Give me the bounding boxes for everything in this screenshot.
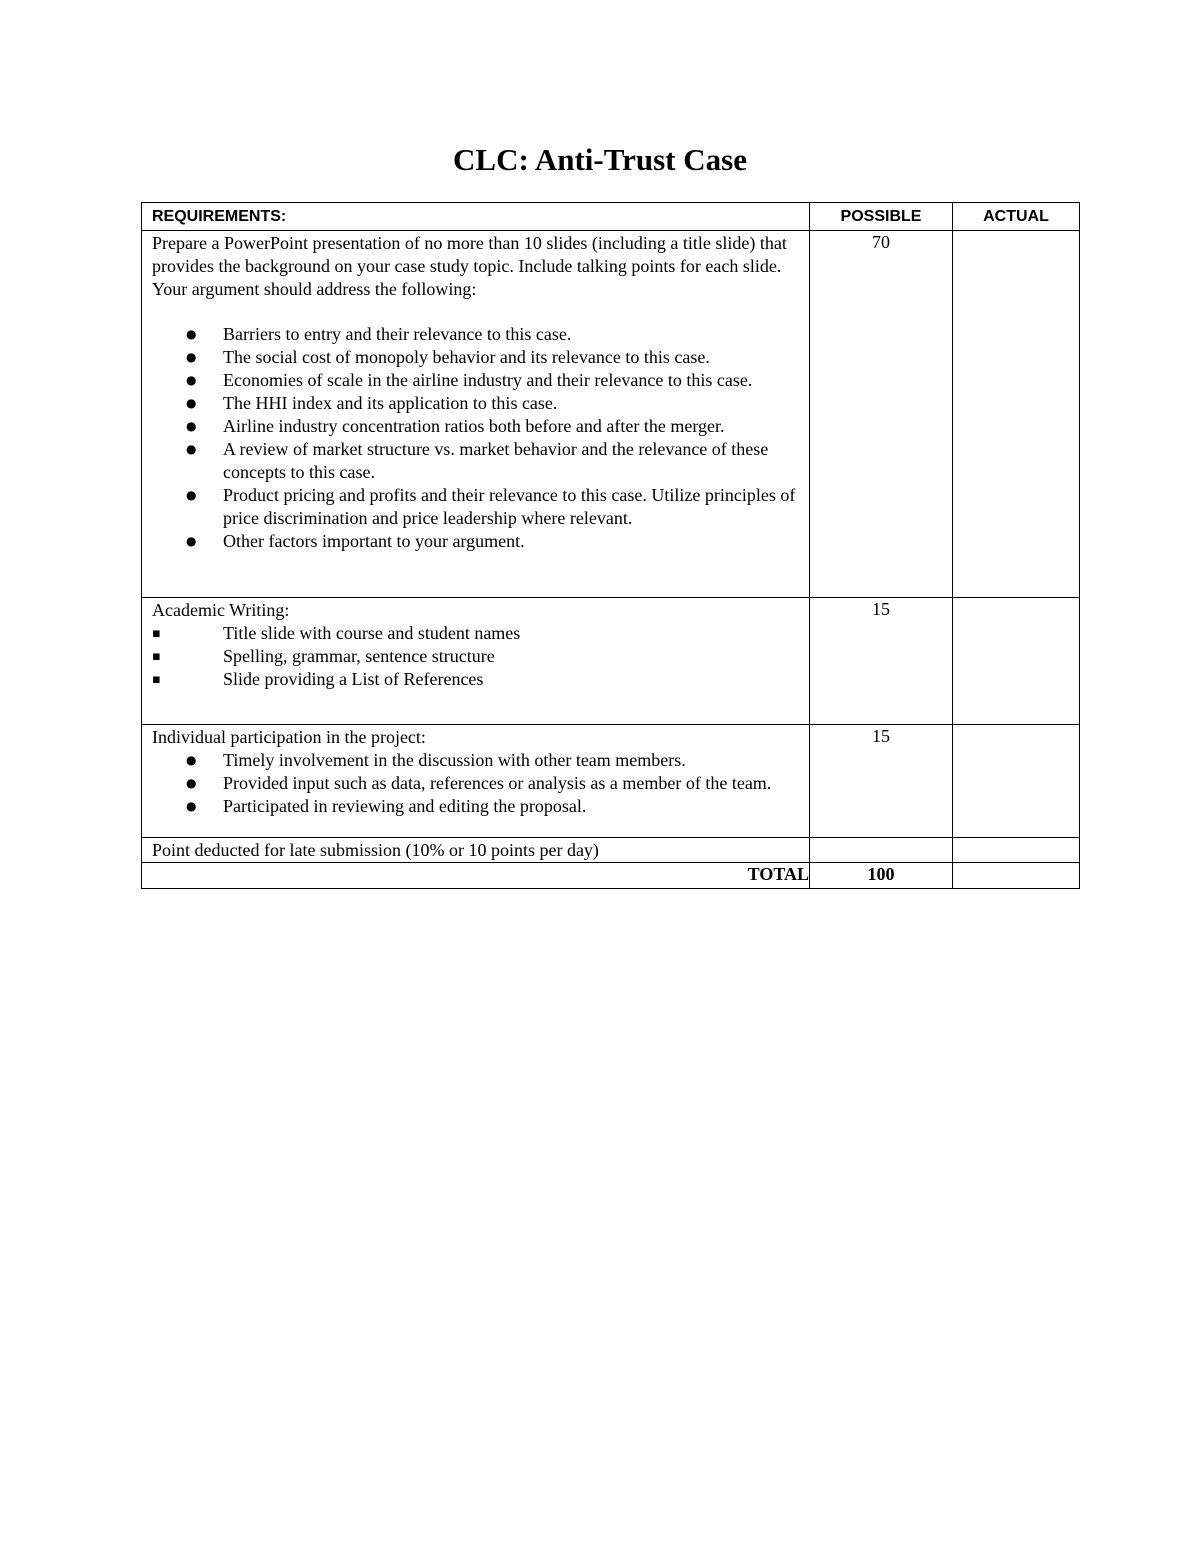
list-item: ▪ Slide providing a List of References (152, 668, 801, 691)
list-item: ● Participated in reviewing and editing the proposal. (152, 795, 801, 818)
header-row (142, 203, 1080, 231)
requirements-header: REQUIREMENTS: (142, 203, 810, 231)
late-submission-cell (142, 838, 810, 863)
late-submission-label: Point deducted for late submission (10% or 10 points per day) (152, 840, 599, 860)
list-item: ● Product pricing and profits and their relevance to this case. Utilize principles of price discrimination and price leadership where relevant. (152, 484, 801, 530)
total-possible: 100 (810, 863, 953, 889)
actual-points (953, 231, 1080, 598)
table-row (142, 838, 1080, 863)
table-row (142, 231, 1080, 598)
rubric-table (141, 202, 1080, 889)
list-item: ● A review of market structure vs. market behavior and the relevance of these concepts to this case. (152, 438, 801, 484)
possible-points: 15 (810, 725, 953, 838)
actual-points (953, 725, 1080, 838)
participation-items (152, 749, 801, 818)
list-item: ● Barriers to entry and their relevance to this case. (152, 323, 801, 346)
total-row (142, 863, 1080, 889)
possible-header: POSSIBLE (810, 203, 953, 231)
list-item: ● Timely involvement in the discussion with other team members. (152, 749, 801, 772)
possible-points (810, 838, 953, 863)
list-item: ● Airline industry concentration ratios both before and after the merger. (152, 415, 801, 438)
actual-points (953, 598, 1080, 725)
presentation-intro: Prepare a PowerPoint presentation of no more than 10 slides (including a title slide) that provides the background on your case study topic. Include talking points for each slide. Your argument should address the following: (152, 233, 787, 299)
total-label: TOTAL (142, 863, 810, 889)
document-title: CLC: Anti-Trust Case (453, 142, 747, 177)
actual-header: ACTUAL (953, 203, 1080, 231)
actual-points (953, 838, 1080, 863)
requirement-cell-academic-writing (142, 598, 810, 725)
total-actual (953, 863, 1080, 889)
list-item: ● Other factors important to your argument. (152, 530, 801, 553)
academic-writing-items (152, 622, 801, 691)
requirement-cell-presentation (142, 231, 810, 598)
list-item: ● The HHI index and its application to this case. (152, 392, 801, 415)
possible-points: 70 (810, 231, 953, 598)
requirement-cell-participation (142, 725, 810, 838)
list-item: ● Provided input such as data, references or analysis as a member of the team. (152, 772, 801, 795)
list-item: ▪ Title slide with course and student names (152, 622, 801, 645)
possible-points: 15 (810, 598, 953, 725)
list-item: ▪ Spelling, grammar, sentence structure (152, 645, 801, 668)
list-item: ● Economies of scale in the airline industry and their relevance to this case. (152, 369, 801, 392)
list-item: ● The social cost of monopoly behavior and its relevance to this case. (152, 346, 801, 369)
table-row (142, 725, 1080, 838)
participation-intro: Individual participation in the project: (152, 727, 426, 747)
table-row (142, 598, 1080, 725)
academic-writing-intro: Academic Writing: (152, 600, 290, 620)
presentation-items (152, 323, 801, 553)
